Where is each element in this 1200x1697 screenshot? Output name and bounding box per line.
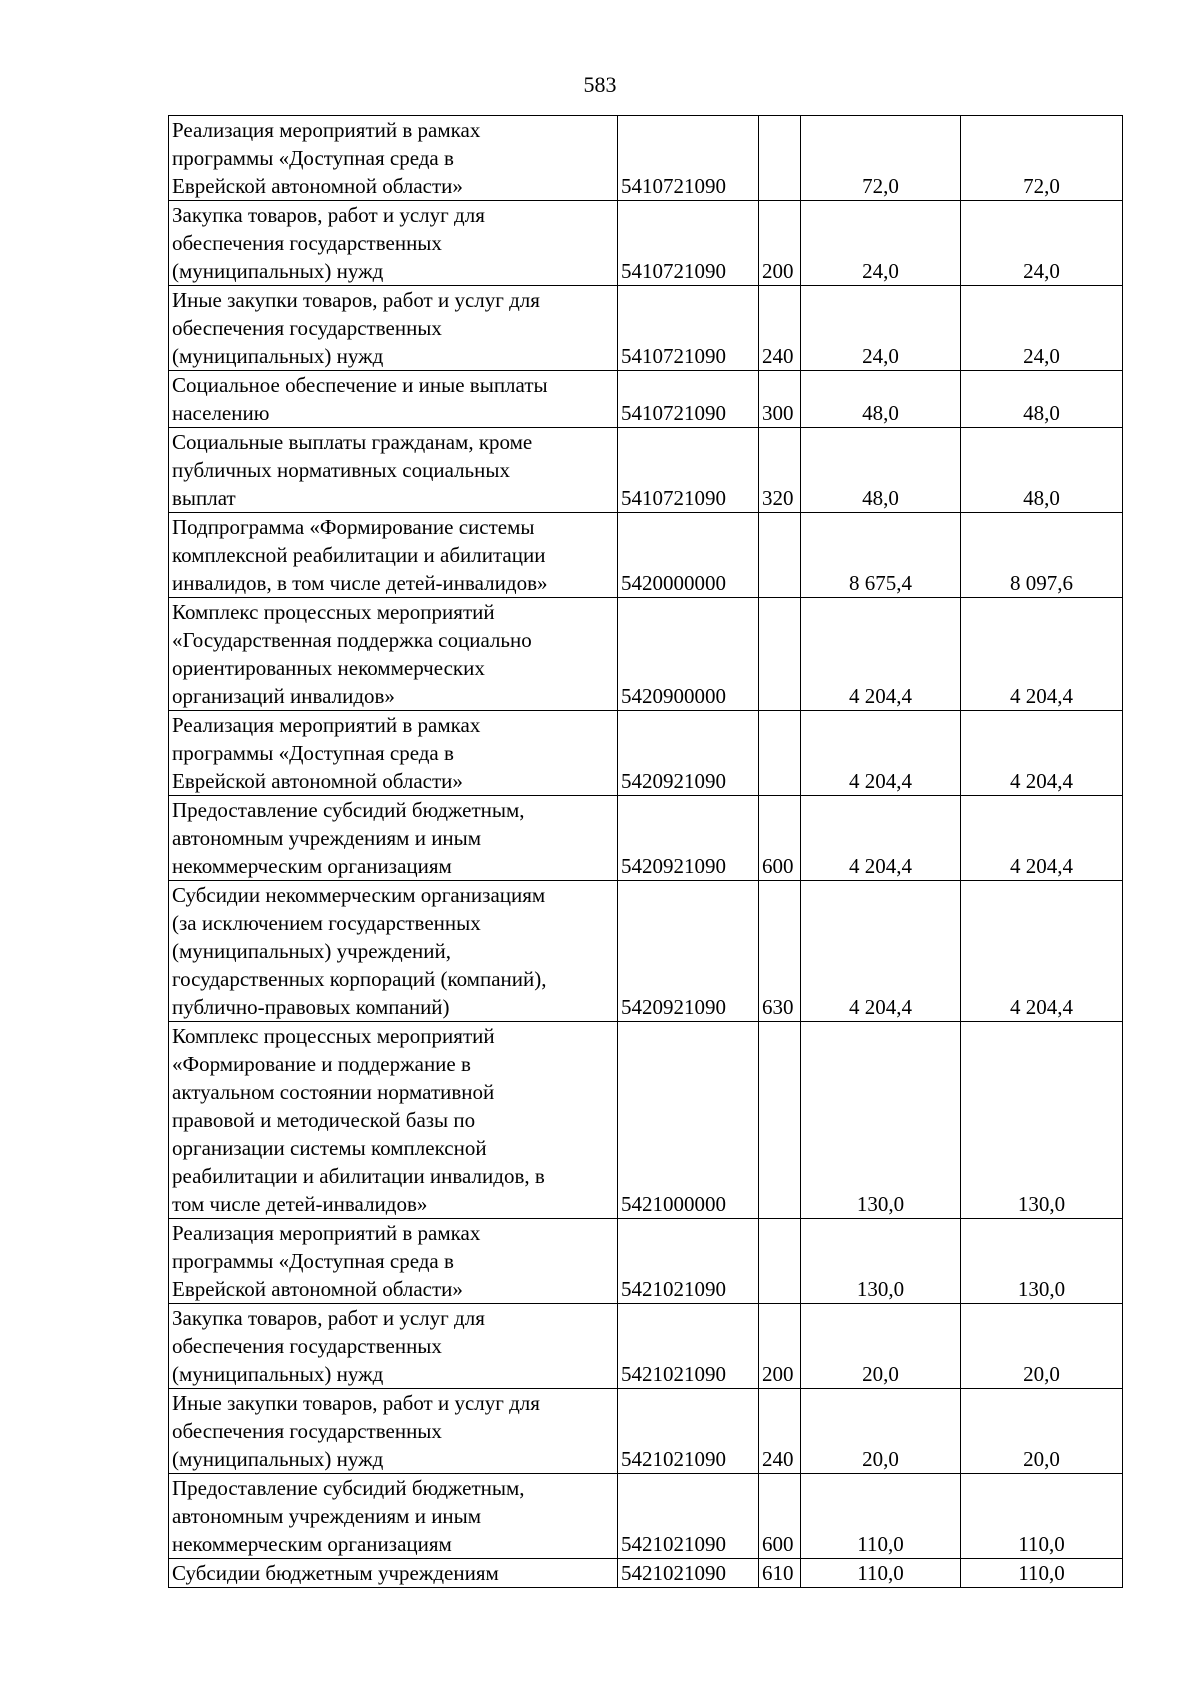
target-article-code: 5420921090 bbox=[618, 881, 759, 1022]
amount-second: 20,0 bbox=[961, 1389, 1123, 1474]
amount-first: 20,0 bbox=[801, 1304, 961, 1389]
amount-first: 8 675,4 bbox=[801, 513, 961, 598]
amount-second: 4 204,4 bbox=[961, 598, 1123, 711]
expense-type-code: 600 bbox=[759, 1474, 801, 1559]
expense-type-code: 200 bbox=[759, 201, 801, 286]
table-row bbox=[169, 1474, 1123, 1559]
expense-type-code: 300 bbox=[759, 371, 801, 428]
target-article-code: 5421000000 bbox=[618, 1022, 759, 1219]
row-description: Закупка товаров, работ и услуг для обеспечения государственных (муниципальных) нужд bbox=[169, 1304, 618, 1389]
amount-first: 130,0 bbox=[801, 1219, 961, 1304]
table-row bbox=[169, 598, 1123, 711]
expense-type-code bbox=[759, 598, 801, 711]
table-row bbox=[169, 286, 1123, 371]
expense-type-code: 630 bbox=[759, 881, 801, 1022]
amount-first: 20,0 bbox=[801, 1389, 961, 1474]
amount-first: 110,0 bbox=[801, 1474, 961, 1559]
row-description: Субсидии некоммерческим организациям (за исключением государственных (муниципальных) учреждений, государственных корпораций (компаний), публично-правовых компаний) bbox=[169, 881, 618, 1022]
target-article-code: 5421021090 bbox=[618, 1389, 759, 1474]
table-row bbox=[169, 881, 1123, 1022]
expense-type-code: 610 bbox=[759, 1559, 801, 1588]
expense-type-code bbox=[759, 1219, 801, 1304]
amount-second: 110,0 bbox=[961, 1474, 1123, 1559]
row-description: Закупка товаров, работ и услуг для обеспечения государственных (муниципальных) нужд bbox=[169, 201, 618, 286]
row-description: Комплекс процессных мероприятий «Формирование и поддержание в актуальном состоянии нормативной правовой и методической базы по организации системы комплексной реабилитации и абилитации инвалидов, в том числе детей-инвалидов» bbox=[169, 1022, 618, 1219]
table-row bbox=[169, 116, 1123, 201]
row-description: Социальное обеспечение и иные выплаты населению bbox=[169, 371, 618, 428]
target-article-code: 5410721090 bbox=[618, 201, 759, 286]
expense-type-code: 240 bbox=[759, 1389, 801, 1474]
row-description: Предоставление субсидий бюджетным, автономным учреждениям и иным некоммерческим организациям bbox=[169, 1474, 618, 1559]
amount-second: 8 097,6 bbox=[961, 513, 1123, 598]
amount-first: 48,0 bbox=[801, 428, 961, 513]
amount-second: 110,0 bbox=[961, 1559, 1123, 1588]
expense-type-code bbox=[759, 1022, 801, 1219]
target-article-code: 5421021090 bbox=[618, 1474, 759, 1559]
amount-second: 48,0 bbox=[961, 428, 1123, 513]
table-row bbox=[169, 428, 1123, 513]
budget-table-body bbox=[169, 116, 1123, 1588]
expense-type-code bbox=[759, 513, 801, 598]
table-row bbox=[169, 371, 1123, 428]
target-article-code: 5410721090 bbox=[618, 286, 759, 371]
amount-first: 4 204,4 bbox=[801, 796, 961, 881]
row-description: Комплекс процессных мероприятий «Государственная поддержка социально ориентированных некоммерческих организаций инвалидов» bbox=[169, 598, 618, 711]
expense-type-code: 600 bbox=[759, 796, 801, 881]
expense-type-code: 320 bbox=[759, 428, 801, 513]
expense-type-code bbox=[759, 116, 801, 201]
amount-first: 4 204,4 bbox=[801, 711, 961, 796]
target-article-code: 5410721090 bbox=[618, 116, 759, 201]
amount-second: 4 204,4 bbox=[961, 711, 1123, 796]
amount-first: 24,0 bbox=[801, 201, 961, 286]
table-row bbox=[169, 796, 1123, 881]
amount-first: 130,0 bbox=[801, 1022, 961, 1219]
table-row bbox=[169, 201, 1123, 286]
target-article-code: 5421021090 bbox=[618, 1304, 759, 1389]
table-row bbox=[169, 1219, 1123, 1304]
expense-type-code bbox=[759, 711, 801, 796]
target-article-code: 5410721090 bbox=[618, 428, 759, 513]
page-number: 583 bbox=[583, 72, 617, 97]
expense-type-code: 240 bbox=[759, 286, 801, 371]
row-description: Реализация мероприятий в рамках программы «Доступная среда в Еврейской автономной области» bbox=[169, 116, 618, 201]
row-description: Подпрограмма «Формирование системы комплексной реабилитации и абилитации инвалидов, в том числе детей-инвалидов» bbox=[169, 513, 618, 598]
row-description: Иные закупки товаров, работ и услуг для обеспечения государственных (муниципальных) нужд bbox=[169, 1389, 618, 1474]
budget-table bbox=[168, 115, 1123, 1588]
table-row bbox=[169, 513, 1123, 598]
amount-second: 72,0 bbox=[961, 116, 1123, 201]
row-description: Социальные выплаты гражданам, кроме публичных нормативных социальных выплат bbox=[169, 428, 618, 513]
amount-second: 4 204,4 bbox=[961, 796, 1123, 881]
target-article-code: 5420000000 bbox=[618, 513, 759, 598]
row-description: Реализация мероприятий в рамках программы «Доступная среда в Еврейской автономной области» bbox=[169, 711, 618, 796]
target-article-code: 5421021090 bbox=[618, 1559, 759, 1588]
table-row bbox=[169, 711, 1123, 796]
target-article-code: 5410721090 bbox=[618, 371, 759, 428]
amount-second: 20,0 bbox=[961, 1304, 1123, 1389]
amount-first: 72,0 bbox=[801, 116, 961, 201]
amount-first: 4 204,4 bbox=[801, 598, 961, 711]
amount-first: 24,0 bbox=[801, 286, 961, 371]
expense-type-code: 200 bbox=[759, 1304, 801, 1389]
amount-second: 4 204,4 bbox=[961, 881, 1123, 1022]
amount-second: 48,0 bbox=[961, 371, 1123, 428]
amount-first: 48,0 bbox=[801, 371, 961, 428]
table-row bbox=[169, 1559, 1123, 1588]
row-description: Реализация мероприятий в рамках программы «Доступная среда в Еврейской автономной области» bbox=[169, 1219, 618, 1304]
table-row bbox=[169, 1022, 1123, 1219]
row-description: Предоставление субсидий бюджетным, автономным учреждениям и иным некоммерческим организациям bbox=[169, 796, 618, 881]
row-description: Иные закупки товаров, работ и услуг для обеспечения государственных (муниципальных) нужд bbox=[169, 286, 618, 371]
target-article-code: 5421021090 bbox=[618, 1219, 759, 1304]
target-article-code: 5420921090 bbox=[618, 796, 759, 881]
amount-second: 24,0 bbox=[961, 201, 1123, 286]
amount-second: 130,0 bbox=[961, 1022, 1123, 1219]
table-row bbox=[169, 1389, 1123, 1474]
amount-first: 110,0 bbox=[801, 1559, 961, 1588]
target-article-code: 5420900000 bbox=[618, 598, 759, 711]
amount-second: 24,0 bbox=[961, 286, 1123, 371]
amount-second: 130,0 bbox=[961, 1219, 1123, 1304]
table-row bbox=[169, 1304, 1123, 1389]
row-description: Субсидии бюджетным учреждениям bbox=[169, 1559, 618, 1588]
amount-first: 4 204,4 bbox=[801, 881, 961, 1022]
target-article-code: 5420921090 bbox=[618, 711, 759, 796]
